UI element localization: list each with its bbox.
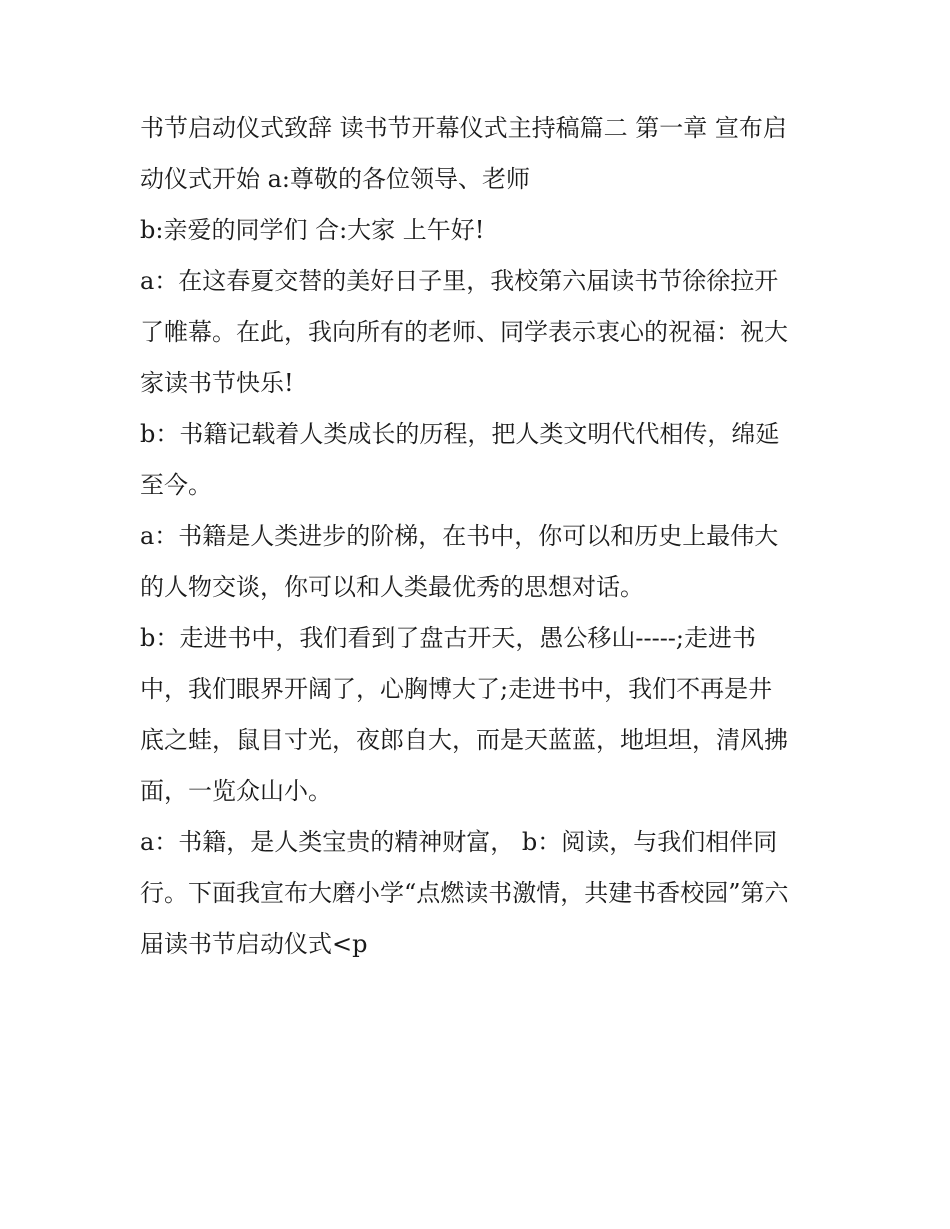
text-line: 家读书节快乐! xyxy=(140,369,294,397)
text-line: 的人物交谈，你可以和人类最优秀的思想对话。 xyxy=(140,573,644,601)
text-line: 动仪式开始 a:尊敬的各位领导、老师 xyxy=(140,165,531,193)
text-line: 了帷幕。在此，我向所有的老师、同学表示衷心的祝福：祝大 xyxy=(140,318,788,346)
text-line: b：走进书中，我们看到了盘古开天，愚公移山-----;走进书 xyxy=(140,624,756,652)
text-line: 面，一览众山小。 xyxy=(140,777,332,805)
text-line: a：书籍是人类进步的阶梯，在书中，你可以和历史上最伟大 xyxy=(140,522,779,550)
text-line: 中，我们眼界开阔了，心胸博大了;走进书中，我们不再是井 xyxy=(140,675,773,703)
text-line: a：书籍，是人类宝贵的精神财富， b：阅读，与我们相伴同 xyxy=(140,828,778,856)
text-line: a：在这春夏交替的美好日子里，我校第六届读书节徐徐拉开 xyxy=(140,267,779,295)
text-line: 届读书节启动仪式<p xyxy=(140,930,368,958)
text-line: b：书籍记载着人类成长的历程，把人类文明代代相传，绵延 xyxy=(140,420,780,448)
text-line: 书节启动仪式致辞 读书节开幕仪式主持稿篇二 第一章 宣布启 xyxy=(140,114,787,142)
text-line: b:亲爱的同学们 合:大家 上午好! xyxy=(140,216,485,244)
text-line: 行。下面我宣布大磨小学“点燃读书激情，共建书香校园”第六 xyxy=(140,879,789,907)
text-line: 底之蛙，鼠目寸光，夜郎自大，而是天蓝蓝，地坦坦，清风拂 xyxy=(140,726,788,754)
document-body xyxy=(140,103,820,970)
text-line: 至今。 xyxy=(140,471,212,499)
